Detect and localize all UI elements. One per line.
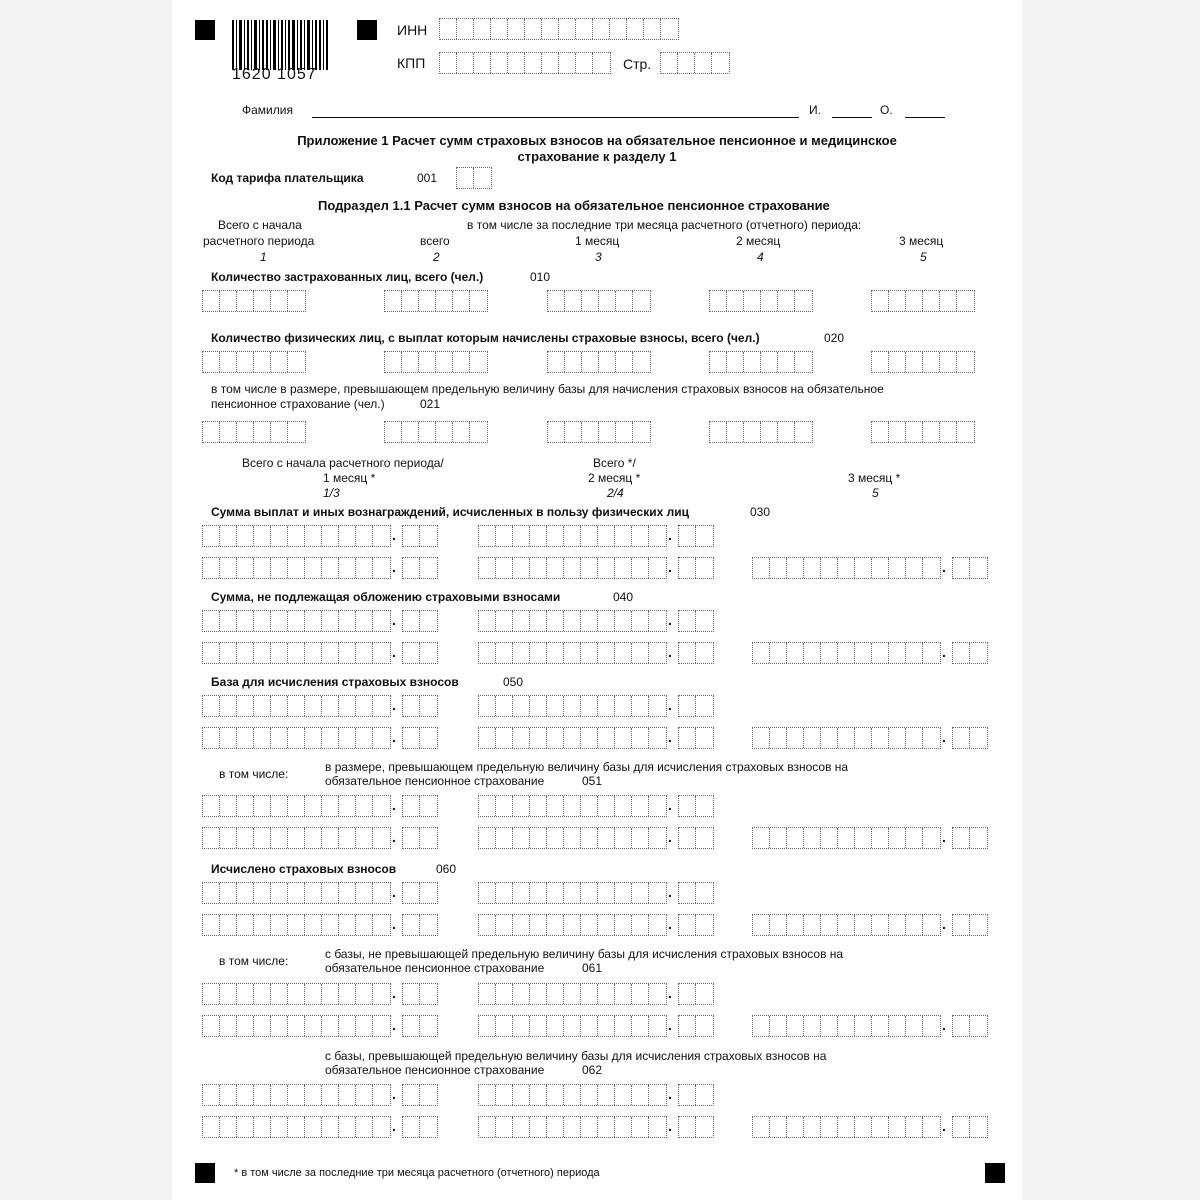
row-062-c3-kop[interactable] (952, 1116, 988, 1138)
row-010-m3-field[interactable] (871, 290, 975, 312)
row-040-c2-kop[interactable] (678, 610, 714, 632)
decimal-separator: . (668, 884, 672, 900)
row-020-code: 020 (824, 331, 845, 345)
decimal-separator: . (668, 1086, 672, 1102)
row-062-c1-kop[interactable] (402, 1084, 438, 1106)
kpp-field[interactable] (439, 52, 611, 74)
row-051-c1b-rub[interactable] (202, 827, 391, 849)
row-021-all-field[interactable] (384, 421, 488, 443)
kpp-label: КПП (397, 55, 426, 71)
col-total-line2: расчетного периода (203, 234, 315, 248)
row-060-c2b-rub[interactable] (478, 914, 667, 936)
col-num-5: 5 (920, 250, 927, 264)
decimal-separator: . (392, 559, 396, 575)
row-010-code: 010 (530, 270, 551, 284)
row-021-code: 021 (420, 397, 441, 411)
row-050-c3-kop[interactable] (952, 727, 988, 749)
row-062-label-line2: обязательное пенсионное страхование (325, 1063, 545, 1077)
row-050-c1b-kop[interactable] (402, 727, 438, 749)
row-020-total-field[interactable] (202, 351, 306, 373)
decimal-separator: . (392, 916, 396, 932)
col2-c2-line3: 2/4 (607, 486, 624, 500)
row-030-code: 030 (750, 505, 771, 519)
col-m3: 3 месяц (899, 234, 944, 248)
row-062-c1-rub[interactable] (202, 1084, 391, 1106)
decimal-separator: . (392, 729, 396, 745)
row-050-c2b-kop[interactable] (678, 727, 714, 749)
footnote: * в том числе за последние три месяца расчетного (отчетного) периода (234, 1167, 600, 1179)
col-m1: 1 месяц (575, 234, 620, 248)
row-010-label: Количество застрахованных лиц, всего (чел.) (211, 270, 484, 284)
row-010-total-field[interactable] (202, 290, 306, 312)
row-040-c2b-rub[interactable] (478, 642, 667, 664)
decimal-separator: . (668, 1017, 672, 1033)
corner-marker-bottom-right (985, 1163, 1005, 1183)
appendix-title-line2: страхование к разделу 1 (517, 149, 677, 164)
col-num-4: 4 (757, 250, 764, 264)
row-061-c3-rub[interactable] (752, 1015, 941, 1037)
decimal-separator: . (668, 697, 672, 713)
page-number-field[interactable] (660, 52, 730, 74)
row-062-c2-rub[interactable] (478, 1084, 667, 1106)
decimal-separator: . (392, 527, 396, 543)
row-062-c1b-rub[interactable] (202, 1116, 391, 1138)
row-050-label: База для исчисления страховых взносов (211, 675, 459, 689)
row-060-label: Исчислено страховых взносов (211, 862, 397, 876)
row-060-c2-rub[interactable] (478, 882, 667, 904)
row-050-c2-kop[interactable] (678, 695, 714, 717)
row-010-m1-field[interactable] (547, 290, 651, 312)
row-040-c3-rub[interactable] (752, 642, 941, 664)
appendix-title-line1: Приложение 1 Расчет сумм страховых взносов на обязательное пенсионное и медицинское (297, 133, 897, 148)
decimal-separator: . (392, 644, 396, 660)
row-020-all-field[interactable] (384, 351, 488, 373)
row-050-c1-kop[interactable] (402, 695, 438, 717)
row-020-label: Количество физических лиц, с выплат которым начислены страховые взносы, всего (чел.) (211, 331, 760, 345)
row-062-c3-rub[interactable] (752, 1116, 941, 1138)
row-060-c3-rub[interactable] (752, 914, 941, 936)
decimal-separator: . (942, 916, 946, 932)
row-040-label: Сумма, не подлежащая обложению страховыми взносами (211, 590, 561, 604)
decimal-separator: . (668, 916, 672, 932)
row-020-m3-field[interactable] (871, 351, 975, 373)
decimal-separator: . (668, 644, 672, 660)
row-062-c1b-kop[interactable] (402, 1116, 438, 1138)
col-last3-header: в том числе за последние три месяца расчетного (отчетного) периода: (467, 218, 862, 232)
decimal-separator: . (392, 829, 396, 845)
decimal-separator: . (392, 884, 396, 900)
row-030-c1b-kop[interactable] (402, 557, 438, 579)
col2-c1-line3: 1/3 (323, 486, 340, 500)
subsection-title: Подраздел 1.1 Расчет сумм взносов на обязательное пенсионное страхование (318, 198, 830, 213)
col2-c1-line1: Всего с начала расчетного периода/ (242, 456, 444, 470)
row-030-c3-rub[interactable] (752, 557, 941, 579)
col-total-line1: Всего с начала (218, 218, 302, 232)
row-051-c1-rub[interactable] (202, 795, 391, 817)
row-061-c2b-kop[interactable] (678, 1015, 714, 1037)
row-030-c2-rub[interactable] (478, 525, 667, 547)
surname-field[interactable] (312, 117, 799, 118)
decimal-separator: . (668, 1118, 672, 1134)
row-030-c1-kop[interactable] (402, 525, 438, 547)
row-030-c2b-kop[interactable] (678, 557, 714, 579)
row-050-c1-rub[interactable] (202, 695, 391, 717)
row-050-c3-rub[interactable] (752, 727, 941, 749)
row-060-c1-kop[interactable] (402, 882, 438, 904)
row-061-c1-rub[interactable] (202, 983, 391, 1005)
corner-marker-top-center (357, 20, 377, 40)
corner-marker-bottom-left (195, 1163, 215, 1183)
row-021-label-line2: пенсионное страхование (чел.) (211, 397, 385, 411)
row-061-label-line1: с базы, не превышающей предельную величину базы для исчисления страховых взносов на (325, 947, 844, 961)
row-061-c1-kop[interactable] (402, 983, 438, 1005)
row-040-c1b-rub[interactable] (202, 642, 391, 664)
row-030-c1-rub[interactable] (202, 525, 391, 547)
row-062-code: 062 (582, 1063, 603, 1077)
row-021-label-line1: в том числе в размере, превышающем предельную величину базы для начисления страховых взносов на обязательное (211, 382, 884, 396)
row-050-c2-rub[interactable] (478, 695, 667, 717)
row-061-c2b-rub[interactable] (478, 1015, 667, 1037)
row-020-m1-field[interactable] (547, 351, 651, 373)
row-060-c1-rub[interactable] (202, 882, 391, 904)
decimal-separator: . (392, 697, 396, 713)
i-label: И. (809, 103, 821, 117)
row-061-c1b-rub[interactable] (202, 1015, 391, 1037)
row-051-c2-kop[interactable] (678, 795, 714, 817)
row-040-c3-kop[interactable] (952, 642, 988, 664)
row-061-c1b-kop[interactable] (402, 1015, 438, 1037)
row-051-label-line2: обязательное пенсионное страхование (325, 774, 545, 788)
form-page (172, 0, 1022, 1200)
decimal-separator: . (942, 829, 946, 845)
col2-c3-line2: 5 (872, 486, 879, 500)
row-051-c1-kop[interactable] (402, 795, 438, 817)
col-m2: 2 месяц (736, 234, 781, 248)
row-051-c2-rub[interactable] (478, 795, 667, 817)
row-062-c2b-kop[interactable] (678, 1116, 714, 1138)
row-040-code: 040 (613, 590, 634, 604)
tariff-field[interactable] (456, 167, 492, 189)
o-label: О. (880, 103, 893, 117)
row-060-c1b-rub[interactable] (202, 914, 391, 936)
row-030-label: Сумма выплат и иных вознаграждений, исчисленных в пользу физических лиц (211, 505, 689, 519)
decimal-separator: . (668, 729, 672, 745)
row-051-c1b-kop[interactable] (402, 827, 438, 849)
row-051-incl-label: в том числе: (219, 767, 289, 781)
col-all: всего (420, 234, 450, 248)
row-062-c2-kop[interactable] (678, 1084, 714, 1106)
row-060-c1b-kop[interactable] (402, 914, 438, 936)
row-021-m2-field[interactable] (709, 421, 813, 443)
row-051-c2b-rub[interactable] (478, 827, 667, 849)
col-num-1: 1 (260, 250, 267, 264)
col2-c3-line1: 3 месяц * (848, 471, 901, 485)
decimal-separator: . (668, 797, 672, 813)
decimal-separator: . (392, 1017, 396, 1033)
row-061-c2-kop[interactable] (678, 983, 714, 1005)
row-010-all-field[interactable] (384, 290, 488, 312)
decimal-separator: . (392, 1118, 396, 1134)
col2-c1-line2: 1 месяц * (323, 471, 376, 485)
col2-c2-line2: 2 месяц * (588, 471, 641, 485)
row-021-m1-field[interactable] (547, 421, 651, 443)
surname-label: Фамилия (242, 103, 293, 117)
row-061-c3-kop[interactable] (952, 1015, 988, 1037)
row-040-c1-rub[interactable] (202, 610, 391, 632)
row-061-c2-rub[interactable] (478, 983, 667, 1005)
decimal-separator: . (668, 985, 672, 1001)
barcode-image (232, 20, 330, 70)
decimal-separator: . (942, 729, 946, 745)
row-050-c1b-rub[interactable] (202, 727, 391, 749)
tariff-label: Код тарифа плательщика (211, 171, 364, 185)
row-060-c2-kop[interactable] (678, 882, 714, 904)
corner-marker-top-left (195, 20, 215, 40)
row-050-code: 050 (503, 675, 524, 689)
inn-field[interactable] (439, 18, 679, 40)
page-label: Стр. (623, 56, 652, 72)
col-num-3: 3 (595, 250, 602, 264)
decimal-separator: . (392, 797, 396, 813)
row-021-m3-field[interactable] (871, 421, 975, 443)
row-062-label-line1: с базы, превышающей предельную величину базы для исчисления страховых взносов на (325, 1049, 827, 1063)
row-030-c2b-rub[interactable] (478, 557, 667, 579)
row-061-incl-label: в том числе: (219, 954, 289, 968)
row-021-total-field[interactable] (202, 421, 306, 443)
row-051-label-line1: в размере, превышающем предельную величину базы для исчисления страховых взносов на (325, 760, 849, 774)
col-num-2: 2 (433, 250, 440, 264)
row-051-c2b-kop[interactable] (678, 827, 714, 849)
decimal-separator: . (942, 644, 946, 660)
row-060-c3-kop[interactable] (952, 914, 988, 936)
row-061-label-line2: обязательное пенсионное страхование (325, 961, 545, 975)
row-051-c3-rub[interactable] (752, 827, 941, 849)
row-040-c1b-kop[interactable] (402, 642, 438, 664)
decimal-separator: . (392, 1086, 396, 1102)
decimal-separator: . (942, 559, 946, 575)
row-061-code: 061 (582, 961, 603, 975)
row-030-c1b-rub[interactable] (202, 557, 391, 579)
decimal-separator: . (668, 612, 672, 628)
decimal-separator: . (392, 612, 396, 628)
decimal-separator: . (942, 1118, 946, 1134)
decimal-separator: . (668, 829, 672, 845)
col2-c2-line1: Всего */ (593, 456, 636, 470)
row-051-code: 051 (582, 774, 603, 788)
initial-i-field[interactable] (832, 117, 872, 118)
decimal-separator: . (668, 527, 672, 543)
row-060-code: 060 (436, 862, 457, 876)
inn-label: ИНН (397, 22, 428, 38)
decimal-separator: . (392, 985, 396, 1001)
row-040-c2-rub[interactable] (478, 610, 667, 632)
row-050-c2b-rub[interactable] (478, 727, 667, 749)
row-051-c3-kop[interactable] (952, 827, 988, 849)
row-010-m2-field[interactable] (709, 290, 813, 312)
tariff-code: 001 (417, 171, 438, 185)
row-020-m2-field[interactable] (709, 351, 813, 373)
row-060-c2b-kop[interactable] (678, 914, 714, 936)
row-062-c2b-rub[interactable] (478, 1116, 667, 1138)
barcode-number: 1620 1057 (232, 66, 317, 83)
initial-o-field[interactable] (905, 117, 945, 118)
decimal-separator: . (942, 1017, 946, 1033)
decimal-separator: . (668, 559, 672, 575)
row-040-c1-kop[interactable] (402, 610, 438, 632)
row-030-c2-kop[interactable] (678, 525, 714, 547)
row-040-c2b-kop[interactable] (678, 642, 714, 664)
row-030-c3-kop[interactable] (952, 557, 988, 579)
